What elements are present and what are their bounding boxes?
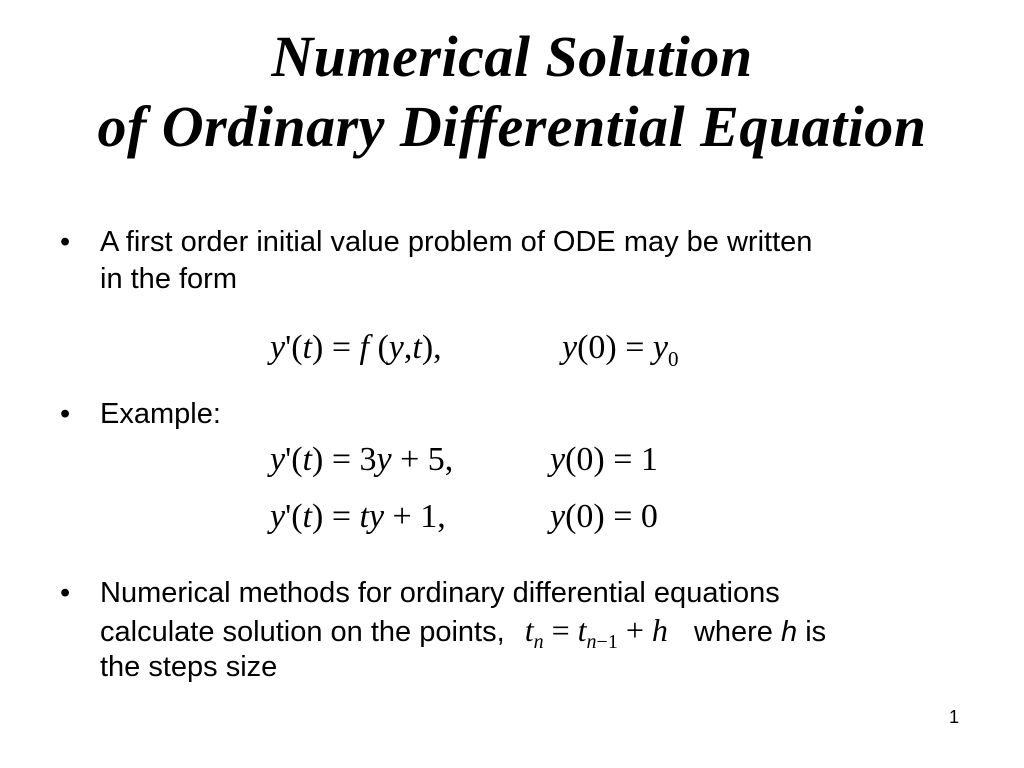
- title-line-1: Numerical Solution: [271, 24, 753, 89]
- bullet-2-label: Example:: [100, 398, 221, 430]
- example-equation-2: y'(t) = ty + 1,: [270, 498, 446, 535]
- is-text: is: [805, 616, 827, 648]
- bullet-3-line-2-text: calculate solution on the points,: [100, 616, 505, 648]
- equation-initial-condition: $y(0) = y_0$: [562, 329, 679, 371]
- example-initial-condition-2: y(0) = 0: [550, 498, 658, 535]
- subscript-zero: 0: [668, 347, 679, 371]
- bullet-1-line-2: in the form: [100, 263, 237, 295]
- bullet-3-line-1: Numerical methods for ordinary differential equations: [100, 577, 780, 609]
- step-formula: $t_n = t_{n-1} + h$: [524, 612, 668, 653]
- page-number: 1: [949, 707, 960, 727]
- bullet-3-line-3: the steps size: [100, 651, 278, 683]
- equation-general-ode: y'(t) = f (y,t),: [270, 329, 442, 366]
- bullet-numerical-methods: [60, 575, 970, 690]
- title-line-2: of Ordinary Differential Equation: [97, 94, 927, 159]
- where-text: where: [693, 616, 773, 648]
- example-equation-1: y'(t) = 3y + 5,: [270, 441, 454, 478]
- h-variable: h: [781, 616, 798, 648]
- bullet-marker: •: [60, 398, 71, 430]
- example-initial-condition-1: y(0) = 1: [550, 441, 658, 478]
- bullet-1-line-1: A first order initial value problem of ODE may be written: [100, 226, 813, 258]
- bullet-example: [60, 396, 460, 436]
- bullet-first-order-ivp: [60, 224, 960, 304]
- bullet-marker: •: [60, 226, 71, 258]
- slide-title: [0, 22, 1024, 162]
- bullet-marker: •: [60, 577, 71, 609]
